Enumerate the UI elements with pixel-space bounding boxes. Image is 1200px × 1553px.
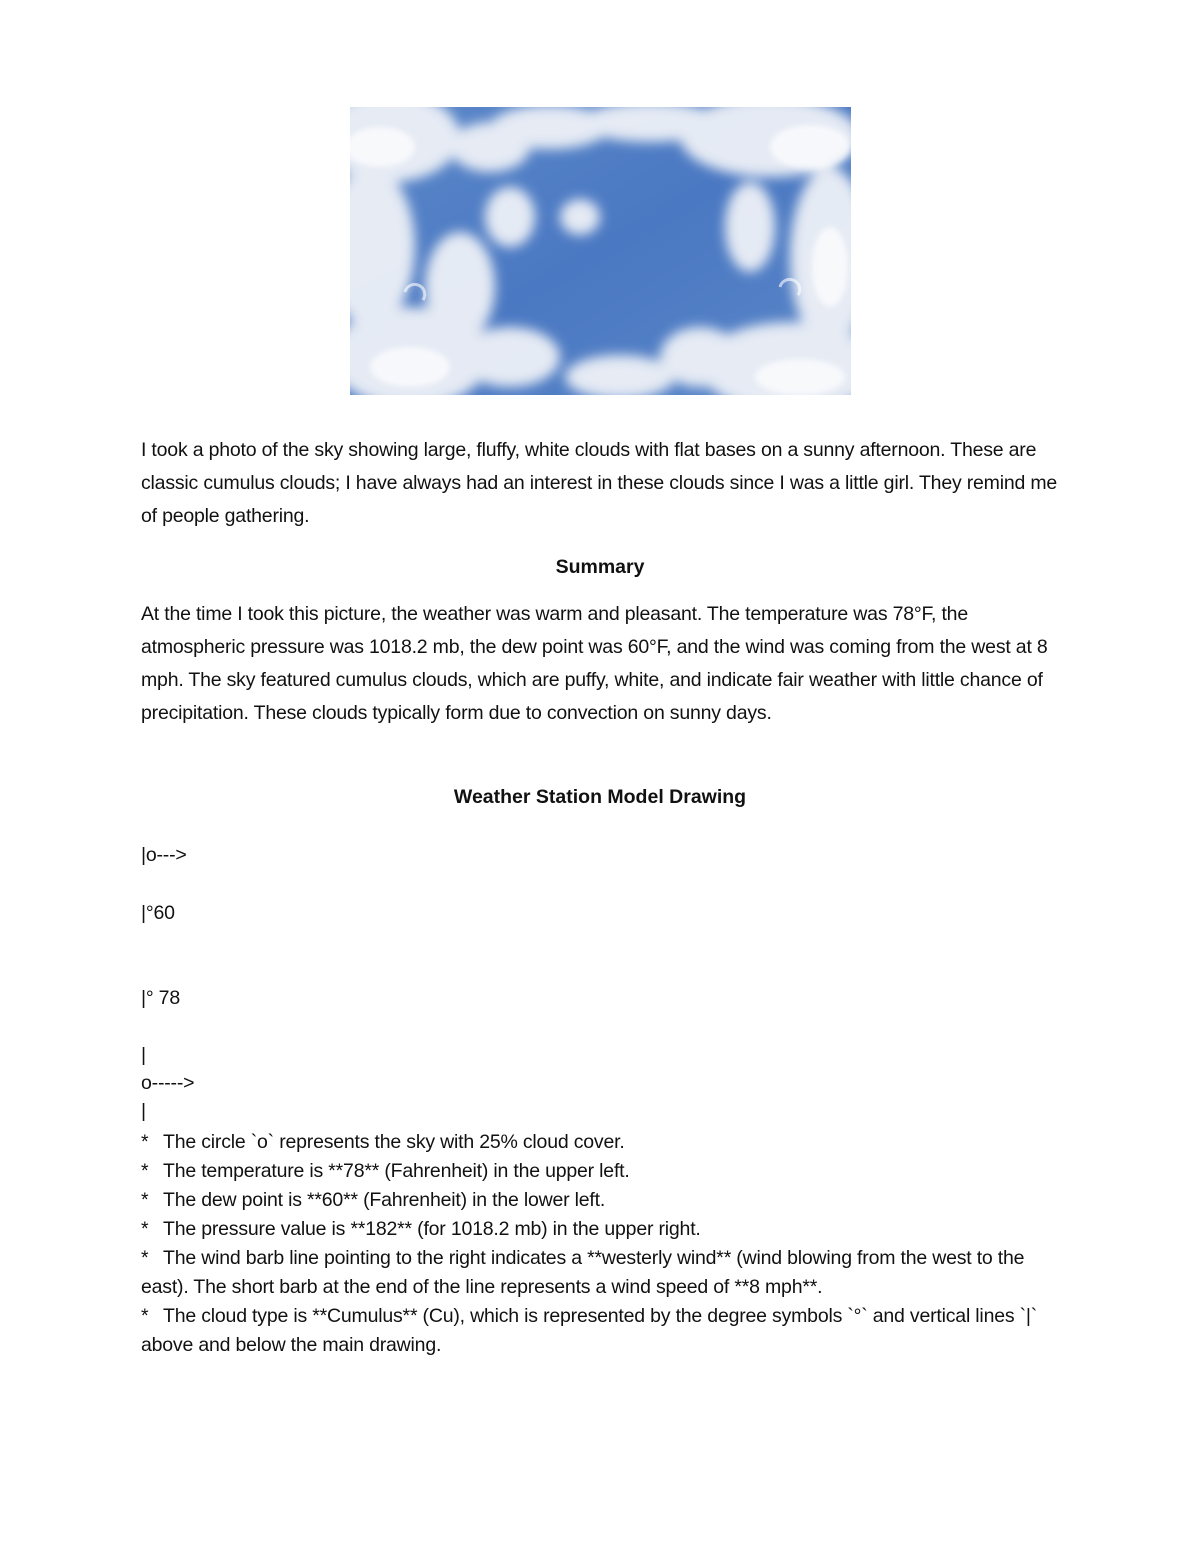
summary-heading: Summary: [555, 556, 645, 578]
list-item: [141, 1215, 1041, 1244]
note-text: The temperature is **78** (Fahrenheit) in the upper left.: [163, 1160, 630, 1182]
list-item: [141, 1244, 1041, 1302]
note-text: The pressure value is **182** (for 1018.2 mb) in the upper right.: [163, 1218, 701, 1240]
list-item: [141, 1128, 1041, 1157]
sky-photo: [350, 107, 851, 395]
bullet-marker: *: [141, 1247, 149, 1269]
note-text: The cloud type is **Cumulus** (Cu), which is represented by the degree symbols `°` and vertical lines `|` above and below the main drawing.: [141, 1305, 1038, 1356]
cloud-image: [350, 107, 851, 395]
list-item: [141, 1302, 1041, 1360]
station-line: |: [141, 1044, 146, 1066]
intro-paragraph: I took a photo of the sky showing large, fluffy, white clouds with flat bases on a sunny afternoon. These are classic cumulus clouds; I have always had an interest in these clouds since I was a little girl. They remind me of people gathering.: [141, 439, 1058, 527]
station-line: |o--->: [141, 844, 187, 866]
list-item: [141, 1157, 1041, 1186]
bullet-marker: *: [141, 1189, 149, 1211]
station-line: |: [141, 1100, 146, 1122]
station-model-heading: Weather Station Model Drawing: [453, 786, 747, 808]
note-text: The dew point is **60** (Fahrenheit) in the lower left.: [163, 1189, 606, 1211]
note-text: The circle `o` represents the sky with 25% cloud cover.: [163, 1131, 625, 1153]
station-line: |°60: [141, 902, 175, 924]
bullet-marker: *: [141, 1131, 149, 1153]
notes-list: [141, 1128, 1041, 1360]
list-item: [141, 1186, 1041, 1215]
bullet-marker: *: [141, 1160, 149, 1182]
station-line: o----->: [141, 1072, 195, 1094]
summary-paragraph: At the time I took this picture, the weather was warm and pleasant. The temperature was 78°F, the atmospheric pressure was 1018.2 mb, the dew point was 60°F, and the wind was coming from the west at 8 mph. The sky featured cumulus clouds, which are puffy, white, and indicate fair weather with little chance of precipitation. These clouds typically form due to convection on sunny days.: [141, 603, 1048, 724]
station-line: |° 78: [141, 987, 180, 1009]
note-text: The wind barb line pointing to the right indicates a **westerly wind** (wind blowing from the west to the east). The short barb at the end of the line represents a wind speed of **8 mph**.: [141, 1247, 1025, 1298]
bullet-marker: *: [141, 1305, 149, 1327]
bullet-marker: *: [141, 1218, 149, 1240]
